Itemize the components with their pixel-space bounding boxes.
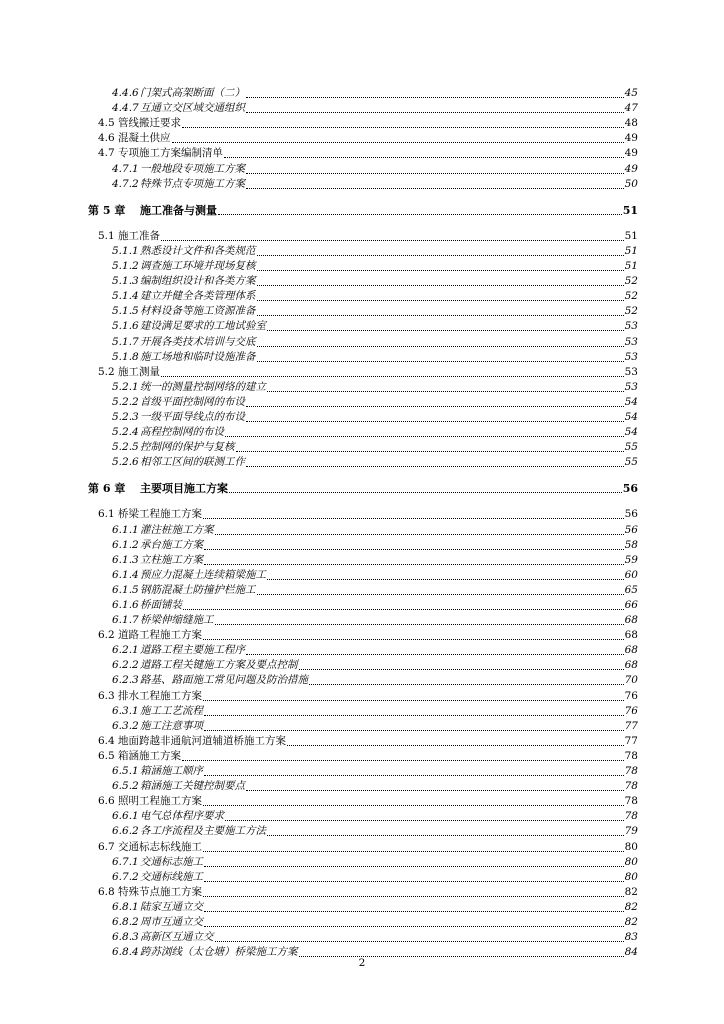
dot-leader <box>161 240 624 241</box>
dot-leader <box>267 391 624 392</box>
dot-leader <box>203 639 624 640</box>
toc-entry-page: 51 <box>624 244 638 257</box>
dot-leader <box>215 534 624 535</box>
toc-entry-page: 56 <box>622 482 638 496</box>
toc-entry-title: 道路工程施工方案 <box>118 629 202 642</box>
toc-entry-page: 55 <box>624 441 638 454</box>
toc-entry-title: 陆家互通立交 <box>140 900 203 913</box>
toc-entry-title: 施工场地和临时设施准备 <box>140 350 256 363</box>
toc-entry-title: 首级平面控制网的布设 <box>140 395 245 408</box>
toc-entry-page: 53 <box>624 350 638 363</box>
toc-entry-title: 路基、路面施工常见问题及防治措施 <box>140 674 308 687</box>
toc-entry-page: 53 <box>624 335 638 348</box>
toc-entry-number: 6.1.6 <box>112 599 139 611</box>
toc-entry-page: 55 <box>624 456 638 469</box>
toc-entry-page: 78 <box>624 795 638 808</box>
toc-entry[interactable] <box>0 779 638 794</box>
toc-entry[interactable] <box>0 146 638 161</box>
toc-entry-title: 调查施工环境并现场复核 <box>140 260 256 273</box>
toc-entry-page: 52 <box>624 305 638 318</box>
toc-entry-number: 5.2.4 <box>112 426 139 439</box>
toc-entry[interactable] <box>0 688 638 703</box>
dot-leader <box>183 609 624 610</box>
toc-entry-page: 77 <box>624 719 638 732</box>
toc-chapter-entry[interactable] <box>0 203 638 218</box>
toc-entry-number: 6.8 <box>98 885 115 898</box>
toc-entry-number: 6.8.2 <box>112 915 139 928</box>
toc-entry-page: 59 <box>624 553 638 566</box>
toc-entry-title: 预应力混凝土连续箱梁施工 <box>140 568 266 581</box>
toc-entry-title: 立柱施工方案 <box>140 553 203 566</box>
toc-entry[interactable] <box>0 915 638 930</box>
toc-entry-page: 84 <box>624 946 638 959</box>
toc-entry-page: 54 <box>624 426 638 439</box>
dot-leader <box>215 624 624 625</box>
toc-entry[interactable] <box>0 824 638 839</box>
toc-entry-title: 特殊节点施工方案 <box>118 885 202 898</box>
dot-leader <box>246 654 624 655</box>
toc-entry-number: 5.1.5 <box>112 305 139 318</box>
toc-chapter-entry[interactable] <box>0 481 638 496</box>
toc-entry-number: 5.1.2 <box>112 260 139 273</box>
toc-entry[interactable] <box>0 553 638 568</box>
dot-leader <box>257 300 624 301</box>
toc-entry-page: 50 <box>624 177 638 190</box>
toc-entry[interactable] <box>0 229 638 244</box>
toc-entry-number: 4.5 <box>98 117 115 130</box>
dot-leader <box>204 881 624 882</box>
toc-entry-page: 52 <box>624 290 638 303</box>
toc-entry[interactable] <box>0 658 638 673</box>
toc-entry[interactable] <box>0 425 638 440</box>
page-number: 2 <box>358 957 366 969</box>
toc-entry-title: 熟悉设计文件和各类规范 <box>140 244 256 257</box>
dot-leader <box>257 285 624 286</box>
toc-entry-number: 6.1.3 <box>112 553 139 566</box>
toc-entry-title: 施工测量 <box>118 365 160 378</box>
toc-entry-title: 一级平面导线点的布设 <box>140 410 245 423</box>
dot-leader <box>267 579 624 580</box>
dot-leader <box>246 421 624 422</box>
toc-entry-page: 54 <box>624 410 638 423</box>
toc-entry-title: 互通立交区域交通组织 <box>140 102 245 115</box>
dot-leader <box>246 173 624 174</box>
toc-entry[interactable] <box>0 839 638 854</box>
toc-entry-title: 管线搬迁要求 <box>118 117 181 130</box>
dot-leader <box>246 188 624 189</box>
toc-entry-page: 49 <box>624 147 638 160</box>
toc-entry-page: 76 <box>624 689 638 702</box>
toc-entry[interactable] <box>0 628 638 643</box>
toc-entry-number: 4.6 <box>98 132 115 145</box>
toc-entry-number: 6.7.1 <box>112 855 139 868</box>
toc-entry-title: 照明工程施工方案 <box>118 795 202 808</box>
toc-entry-page: 49 <box>624 132 638 145</box>
toc-entry-title: 承台施工方案 <box>140 538 203 551</box>
toc-entry-page: 80 <box>624 870 638 883</box>
toc-entry[interactable] <box>0 289 638 304</box>
toc-entry-number: 5.1.6 <box>112 320 139 333</box>
toc-entry-page: 68 <box>624 614 638 627</box>
toc-entry-page: 78 <box>624 749 638 762</box>
toc-entry-number: 5.1.7 <box>112 335 139 348</box>
toc-entry-number: 6.3 <box>98 689 115 702</box>
toc-entry[interactable] <box>0 598 638 613</box>
dot-leader <box>204 926 624 927</box>
toc-entry-number: 5.1.3 <box>112 275 139 288</box>
toc-entry-number: 6.5.1 <box>112 765 139 778</box>
toc-entry[interactable] <box>0 885 638 900</box>
toc-entry[interactable] <box>0 855 638 870</box>
toc-entry-page: 70 <box>624 674 638 687</box>
toc-entry[interactable] <box>0 522 638 537</box>
toc-entry[interactable] <box>0 794 638 809</box>
toc-entry-title: 开展各类技术培训与交底 <box>140 335 256 348</box>
toc-entry-page: 78 <box>624 765 638 778</box>
toc-entry[interactable] <box>0 86 638 101</box>
toc-entry-title: 箱涵施工顺序 <box>140 765 203 778</box>
toc-entry[interactable] <box>0 101 638 116</box>
dot-leader <box>257 594 624 595</box>
toc-entry[interactable] <box>0 319 638 334</box>
toc-entry-number: 6.2.2 <box>112 659 139 672</box>
toc-entry-page: 82 <box>624 885 638 898</box>
dot-leader <box>287 745 624 746</box>
toc-entry-page: 82 <box>624 900 638 913</box>
toc-entry-title: 桥梁工程施工方案 <box>118 508 202 521</box>
toc-entry[interactable] <box>0 259 638 274</box>
toc-entry[interactable] <box>0 350 638 365</box>
toc-entry-page: 80 <box>624 840 638 853</box>
toc-entry-number: 6.2.3 <box>112 674 139 687</box>
toc-entry[interactable] <box>0 334 638 349</box>
toc-entry-page: 80 <box>624 855 638 868</box>
toc-entry[interactable] <box>0 673 638 688</box>
toc-entry-title: 桥梁伸缩缝施工 <box>140 614 214 627</box>
toc-entry-number: 4.7 <box>98 147 115 160</box>
toc-entry-page: 77 <box>624 734 638 747</box>
toc-entry-title: 桥面铺装 <box>140 599 182 611</box>
toc-entry-page: 68 <box>624 629 638 642</box>
toc-entry[interactable] <box>0 131 638 146</box>
toc-entry-title: 控制网的保护与复核 <box>140 441 235 454</box>
toc-entry-page: 78 <box>624 780 638 793</box>
toc-entry-title: 高新区互通立交 <box>140 931 214 944</box>
toc-entry-title: 施工准备 <box>118 229 160 242</box>
dot-leader <box>229 492 622 493</box>
dot-leader <box>182 760 624 761</box>
toc-entry-title: 各工序流程及主要施工方法 <box>140 825 266 838</box>
toc-entry-number: 第 5 章 <box>88 203 126 217</box>
toc-entry[interactable] <box>0 395 638 410</box>
toc-entry-page: 53 <box>624 320 638 333</box>
toc-entry-number: 5.1.1 <box>112 244 139 257</box>
dot-leader <box>204 715 624 716</box>
toc-entry-number: 6.8.3 <box>112 931 139 944</box>
toc-entry-title: 材料设备等施工资源准备 <box>140 305 256 318</box>
toc-entry-title: 相邻工区间的联测工作 <box>140 456 245 469</box>
dot-leader <box>225 436 624 437</box>
toc-entry-page: 47 <box>624 102 638 115</box>
toc-entry-title: 一般地段专项施工方案 <box>140 162 245 175</box>
toc-entry-title: 箱涵施工关键控制要点 <box>140 780 245 793</box>
toc-entry[interactable] <box>0 161 638 176</box>
toc-entry-number: 6.3.1 <box>112 704 139 717</box>
toc-entry-page: 60 <box>624 568 638 581</box>
toc-entry-page: 58 <box>624 538 638 551</box>
dot-leader <box>257 346 624 347</box>
toc-entry-title: 交通标志标线施工 <box>118 840 202 853</box>
toc-entry-number: 6.2 <box>98 629 115 642</box>
dot-leader <box>236 451 624 452</box>
dot-leader <box>299 669 624 670</box>
dot-leader <box>204 730 624 731</box>
toc-entry-page: 68 <box>624 659 638 672</box>
toc-entry-page: 65 <box>624 583 638 596</box>
dot-leader <box>203 700 624 701</box>
toc-entry-number: 5.2.2 <box>112 395 139 408</box>
toc-entry-title: 建设满足要求的工地试验室 <box>140 320 266 333</box>
toc-entry-number: 6.4 <box>98 734 115 747</box>
dot-leader <box>225 820 624 821</box>
toc-entry-number: 5.2 <box>98 365 115 378</box>
toc-entry[interactable] <box>0 583 638 598</box>
toc-entry[interactable] <box>0 304 638 319</box>
toc-entry-number: 6.5.2 <box>112 780 139 793</box>
table-of-contents <box>0 86 724 960</box>
toc-entry-title: 周市互通立交 <box>140 915 203 928</box>
dot-leader <box>161 376 624 377</box>
toc-entry-number: 5.2.3 <box>112 410 139 423</box>
toc-entry-page: 45 <box>624 87 638 100</box>
toc-entry-title: 混凝土供应 <box>118 132 171 145</box>
toc-entry[interactable] <box>0 809 638 824</box>
toc-entry-number: 6.1.5 <box>112 583 139 596</box>
toc-entry-number: 4.7.1 <box>112 162 139 175</box>
dot-leader <box>172 142 624 143</box>
dot-leader <box>203 518 624 519</box>
dot-leader <box>204 866 624 867</box>
toc-entry-number: 5.1 <box>98 229 115 242</box>
toc-entry-title: 箱涵施工方案 <box>118 749 181 762</box>
toc-entry-number: 6.8.1 <box>112 900 139 913</box>
toc-entry-title: 电气总体程序要求 <box>140 810 224 823</box>
toc-entry-number: 4.4.6 <box>112 87 139 100</box>
dot-leader <box>215 941 624 942</box>
toc-entry-title: 跨苏浏线（太仓塘）桥梁施工方案 <box>140 946 298 959</box>
toc-entry-page: 78 <box>624 810 638 823</box>
toc-entry[interactable] <box>0 365 638 380</box>
toc-entry-number: 5.1.8 <box>112 350 139 363</box>
dot-leader <box>267 835 624 836</box>
dot-leader <box>204 911 624 912</box>
dot-leader <box>203 851 624 852</box>
toc-entry-title: 建立并健全各类管理体系 <box>140 290 256 303</box>
toc-entry-page: 83 <box>624 931 638 944</box>
toc-entry[interactable] <box>0 719 638 734</box>
toc-entry[interactable] <box>0 244 638 259</box>
toc-entry-page: 76 <box>624 704 638 717</box>
toc-entry-title: 道路工程关键施工方案及要点控制 <box>140 659 298 672</box>
toc-entry-number: 6.1.4 <box>112 568 139 581</box>
dot-leader <box>246 112 624 113</box>
toc-entry-page: 51 <box>622 203 638 217</box>
toc-entry-number: 5.2.1 <box>112 380 139 393</box>
toc-entry-number: 4.4.7 <box>112 102 139 115</box>
toc-entry-number: 6.8.4 <box>112 946 139 959</box>
toc-entry[interactable] <box>0 380 638 395</box>
dot-leader <box>246 790 624 791</box>
toc-entry-page: 66 <box>624 599 638 611</box>
toc-entry[interactable] <box>0 704 638 719</box>
toc-entry-number: 6.6 <box>98 795 115 808</box>
toc-entry-title: 钢筋混凝土防撞护栏施工 <box>140 583 256 596</box>
toc-entry-page: 79 <box>624 825 638 838</box>
dot-leader <box>203 805 624 806</box>
toc-entry-title: 编制组织设计和各类方案 <box>140 275 256 288</box>
toc-entry[interactable] <box>0 116 638 131</box>
toc-entry[interactable] <box>0 764 638 779</box>
toc-entry-number: 6.1 <box>98 508 115 521</box>
toc-entry[interactable] <box>0 734 638 749</box>
toc-entry-title: 特殊节点专项施工方案 <box>140 177 245 190</box>
toc-entry-page: 51 <box>624 229 638 242</box>
toc-entry[interactable] <box>0 613 638 628</box>
toc-entry[interactable] <box>0 455 638 470</box>
toc-entry-title: 统一的测量控制网络的建立 <box>140 380 266 393</box>
dot-leader <box>257 315 624 316</box>
dot-leader <box>204 564 624 565</box>
toc-entry-title: 专项施工方案编制清单 <box>118 147 223 160</box>
toc-entry-title: 排水工程施工方案 <box>118 689 202 702</box>
toc-entry[interactable] <box>0 749 638 764</box>
toc-entry-page: 53 <box>624 365 638 378</box>
toc-entry[interactable] <box>0 870 638 885</box>
toc-entry-number: 第 6 章 <box>88 482 126 496</box>
toc-entry-number: 6.1.2 <box>112 538 139 551</box>
toc-entry[interactable] <box>0 440 638 455</box>
dot-leader <box>203 896 624 897</box>
toc-entry-page: 52 <box>624 275 638 288</box>
toc-entry-number: 6.3.2 <box>112 719 139 732</box>
toc-entry-number: 6.7 <box>98 840 115 853</box>
dot-leader <box>182 127 624 128</box>
toc-entry-number: 6.5 <box>98 749 115 762</box>
toc-entry-page: 56 <box>624 523 638 536</box>
toc-entry[interactable] <box>0 177 638 192</box>
toc-entry-number: 6.7.2 <box>112 870 139 883</box>
dot-leader <box>309 684 624 685</box>
dot-leader <box>204 775 624 776</box>
dot-leader <box>257 361 624 362</box>
toc-entry-page: 49 <box>624 162 638 175</box>
toc-entry-title: 道路工程主要施工程序 <box>140 644 245 657</box>
toc-entry[interactable] <box>0 507 638 522</box>
dot-leader <box>224 157 624 158</box>
toc-entry-number: 6.1.1 <box>112 523 139 536</box>
toc-entry-page: 53 <box>624 380 638 393</box>
toc-entry[interactable] <box>0 410 638 425</box>
toc-entry-number: 5.2.6 <box>112 456 139 469</box>
toc-entry[interactable] <box>0 930 638 945</box>
toc-entry-number: 5.2.5 <box>112 441 139 454</box>
toc-entry-title: 交通标线施工 <box>140 870 203 883</box>
toc-entry[interactable] <box>0 274 638 289</box>
toc-entry[interactable] <box>0 643 638 658</box>
dot-leader <box>257 270 624 271</box>
dot-leader <box>257 255 624 256</box>
toc-entry[interactable] <box>0 538 638 553</box>
toc-entry-title: 灌注桩施工方案 <box>140 523 214 536</box>
dot-leader <box>218 214 622 215</box>
toc-entry-number: 6.1.7 <box>112 614 139 627</box>
toc-entry-title: 施工注意事项 <box>140 719 203 732</box>
toc-entry-title: 地面跨越非通航河道辅道桥施工方案 <box>118 734 286 747</box>
toc-entry-title: 高程控制网的布设 <box>140 426 224 439</box>
toc-entry-page: 48 <box>624 117 638 130</box>
toc-entry-page: 51 <box>624 260 638 273</box>
toc-entry-number: 6.2.1 <box>112 644 139 657</box>
toc-entry-number: 6.6.1 <box>112 810 139 823</box>
toc-entry-title: 施工准备与测量 <box>140 203 217 217</box>
toc-entry[interactable] <box>0 900 638 915</box>
toc-entry-page: 82 <box>624 915 638 928</box>
dot-leader <box>246 406 624 407</box>
toc-entry-title: 门架式高架断面（二） <box>140 87 245 100</box>
toc-entry-title: 施工工艺流程 <box>140 704 203 717</box>
toc-entry-title: 主要项目施工方案 <box>140 482 228 496</box>
toc-entry-number: 6.6.2 <box>112 825 139 838</box>
dot-leader <box>246 97 624 98</box>
dot-leader <box>204 549 624 550</box>
toc-entry-page: 54 <box>624 395 638 408</box>
toc-entry-page: 56 <box>624 508 638 521</box>
toc-entry-page: 68 <box>624 644 638 657</box>
toc-entry-number: 4.7.2 <box>112 177 139 190</box>
toc-entry-number: 5.1.4 <box>112 290 139 303</box>
dot-leader <box>267 330 624 331</box>
toc-entry-title: 交通标志施工 <box>140 855 203 868</box>
toc-entry[interactable] <box>0 568 638 583</box>
dot-leader <box>246 466 624 467</box>
